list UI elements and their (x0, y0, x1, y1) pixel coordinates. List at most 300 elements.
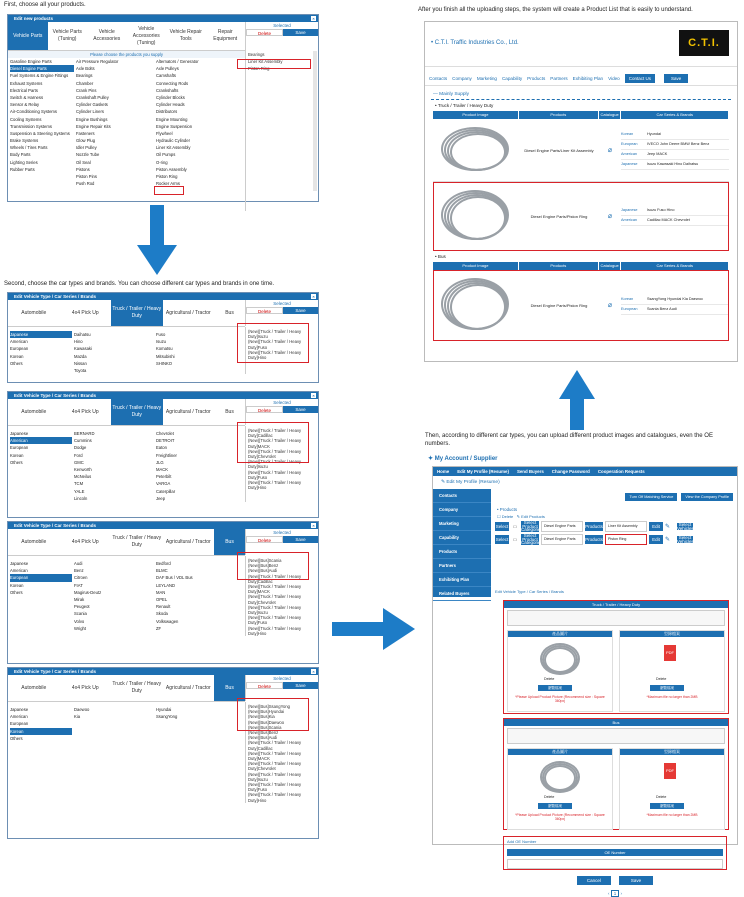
region-item[interactable]: Others (10, 459, 23, 465)
category-item[interactable]: Body Parts (10, 152, 31, 158)
sidebar-item[interactable]: Related Buyers (433, 587, 491, 601)
pagination: ‹ 1 › (607, 891, 622, 896)
vehicle-summary-table (507, 728, 725, 744)
region-item[interactable]: Japanese (10, 707, 29, 712)
browse-button[interactable]: 瀏覽檔案 (650, 803, 684, 809)
nav-change-password[interactable]: Change Password (551, 469, 590, 474)
product-item[interactable]: Crankshaft Pulley (76, 94, 109, 100)
category-field[interactable]: Diesel Engine Parts (541, 534, 583, 545)
brand-item[interactable]: FIAT (74, 582, 83, 588)
region-item[interactable]: Others (10, 735, 23, 741)
brand-item[interactable]: Daewoo (74, 707, 90, 712)
piston-ring-graphic (450, 133, 506, 171)
region-item[interactable]: Japanese (10, 331, 72, 338)
save-button[interactable]: Save (283, 536, 318, 543)
selected-item[interactable]: (New)[Truck / Trailer / Heavy Duty]Isuzu (248, 329, 302, 340)
nav-company[interactable]: Company (452, 75, 472, 81)
checkbox[interactable]: ☐ (513, 537, 517, 542)
add-oe-link[interactable]: Add OE Number (507, 839, 537, 844)
region-label: American (621, 218, 638, 222)
product-field[interactable]: Liner Kit Assembly (605, 521, 647, 532)
brand-item[interactable]: Komatsu (156, 346, 173, 352)
upload-header: 產品圖片 (508, 631, 612, 637)
brand-item[interactable]: YALE (74, 488, 85, 494)
product-item[interactable]: Piston Pins (76, 174, 97, 179)
highlight-selected (237, 698, 309, 731)
brand-item[interactable]: Bedford (156, 561, 171, 566)
tab-automobile[interactable]: Automobile (21, 309, 47, 316)
select-vehicles-button[interactable]: Select Vehicles (677, 534, 694, 544)
product-item[interactable]: Push Rod (76, 181, 95, 187)
nav-capability[interactable]: Capability (501, 75, 523, 81)
product-item[interactable]: Hydraulic Cylinder (156, 138, 190, 144)
selected-item[interactable]: (New)[Truck / Trailer / Heavy Duty]Hino (248, 625, 302, 636)
category-item[interactable]: Switch & Harness (10, 94, 44, 100)
selected-item[interactable]: (New)[Truck / Trailer / Heavy Duty]Cadillac (248, 573, 302, 584)
select-button[interactable]: Select (495, 524, 509, 529)
brand-item[interactable]: JLG (156, 459, 164, 465)
delete-button[interactable]: Delete (246, 406, 283, 413)
brand-item[interactable]: OPEL (156, 596, 168, 602)
edit-products-link[interactable]: Edit Products (521, 514, 545, 519)
product-item[interactable]: Alternators / Generator (156, 59, 199, 64)
category-item[interactable]: Wheels / Tires Parts (10, 145, 48, 151)
brand-item[interactable]: Nissan (74, 360, 87, 366)
selected-item[interactable]: (New)[Truck / Trailer / Heavy Duty]Isuzu (248, 459, 302, 470)
selected-item[interactable]: (New)[Truck / Trailer / Heavy Duty]MACK (248, 438, 302, 449)
product-item[interactable]: Air Pressure Regulator (76, 59, 119, 64)
delete-button[interactable]: Delete (246, 307, 283, 314)
product-item[interactable]: Engine Mounting (156, 116, 188, 122)
sidebar-item[interactable]: Products (433, 545, 491, 559)
select-category-button[interactable]: Select Product Categories (521, 520, 543, 533)
region-item[interactable]: Others (10, 360, 23, 366)
close-icon[interactable]: × (312, 393, 315, 398)
save-button[interactable]: Save (283, 307, 318, 314)
product-item[interactable]: Cylinder Heads (156, 102, 185, 108)
checkbox[interactable]: ☐ (513, 524, 517, 529)
brand-item[interactable]: Toyota (74, 367, 87, 373)
brand-item[interactable]: Dodge (74, 445, 87, 451)
nav-products[interactable]: Products (527, 75, 546, 81)
tab-automobile[interactable]: Automobile (21, 684, 47, 691)
selected-item[interactable]: Piston Ring (248, 66, 270, 71)
brand-item[interactable]: DETROIT (156, 438, 175, 444)
brand-list-2 (154, 331, 236, 374)
product-item[interactable]: Rocker Arms (156, 181, 180, 187)
product-item[interactable]: Crankshafts (156, 87, 179, 93)
sidebar-item[interactable]: Capability (433, 531, 491, 545)
close-icon[interactable]: × (312, 16, 315, 21)
select-category-button[interactable]: Select Product Categories (521, 533, 543, 546)
page-number[interactable]: 1 (611, 890, 620, 897)
brand-item[interactable]: Skoda (156, 611, 168, 617)
brand-item[interactable]: Chevrolet (156, 431, 174, 436)
product-item[interactable]: Fasteners (76, 130, 95, 136)
upload-block (503, 718, 729, 830)
region-item[interactable]: American (10, 437, 72, 444)
brand-item[interactable]: Scania (74, 611, 87, 617)
brand-item[interactable]: Cummins (74, 438, 92, 444)
brand-item[interactable]: Renault (156, 604, 171, 610)
category-item[interactable]: Exhaust Systems (10, 80, 43, 86)
product-item[interactable]: Axle Bolts (76, 66, 95, 72)
product-item[interactable]: Oil Pumps (156, 152, 176, 158)
brand-item[interactable]: Kawasaki (74, 346, 92, 352)
selected-item[interactable]: (New)[Truck / Trailer / Heavy Duty]Fuso (248, 469, 302, 480)
brand-item[interactable]: GMC (74, 459, 84, 465)
region-item[interactable]: Others (10, 589, 23, 595)
product-image (433, 270, 519, 340)
product-item[interactable]: O-ring (156, 159, 168, 165)
product-item[interactable]: Cylinder Gaskets (76, 102, 108, 108)
selected-item[interactable]: (New)[Truck / Trailer / Heavy Duty]Fuso (248, 615, 302, 626)
brand-item[interactable]: BERNARD (74, 431, 95, 436)
selected-item[interactable]: (New)[Truck / Trailer / Heavy Duty]Hino (248, 349, 302, 361)
nav-home[interactable]: Home (437, 469, 450, 474)
selected-item[interactable]: (New)[Truck / Trailer / Heavy Duty]Chevrolet (248, 594, 302, 605)
product-item[interactable]: Piston Assembly (156, 166, 187, 172)
product-field[interactable]: Piston Ring (605, 534, 647, 545)
category-item[interactable]: Electrical Parts (10, 87, 38, 93)
region-item[interactable]: Japanese (10, 561, 29, 566)
tab-agricultural[interactable]: Agricultural / Tractor (165, 408, 211, 415)
category-item[interactable]: Brake Systems (10, 138, 39, 144)
save-button[interactable]: Save (664, 74, 688, 83)
category-field[interactable]: Diesel Engine Parts (541, 521, 583, 532)
brand-item[interactable]: TCM (74, 481, 84, 487)
selected-item[interactable]: (New)[Truck / Trailer / Heavy Duty]Hino (248, 480, 302, 491)
sidebar-item[interactable]: Contacts (433, 489, 491, 503)
selected-item[interactable]: (New)[Truck / Trailer / Heavy Duty]Chevrolet (248, 761, 302, 772)
category-item[interactable]: Suspension & Steering Systems (10, 130, 70, 136)
selected-item[interactable]: (New)[Bus]Benz (248, 563, 279, 569)
nav-edit-profile[interactable]: Edit My Profile (Resume) (457, 469, 509, 474)
products-button[interactable]: Products (585, 537, 603, 542)
brand-item[interactable]: Caterpillar (156, 488, 176, 494)
product-item[interactable]: Liner Kit Assembly (156, 145, 191, 151)
brand-item[interactable]: Wright (74, 625, 87, 631)
category-item[interactable]: Cooling Systems (10, 116, 42, 122)
sidebar-item[interactable]: Marketing (433, 517, 491, 531)
brand-item[interactable]: Peterbilt (156, 474, 172, 480)
selected-item[interactable]: (New)[Bus]Scania (248, 724, 282, 730)
sidebar-item[interactable]: Partners (433, 559, 491, 573)
products-button[interactable]: Products (585, 524, 603, 529)
delete-button[interactable]: Delete (246, 682, 283, 689)
brand-list (72, 560, 154, 636)
product-item[interactable]: Nozzle Tube (76, 152, 100, 158)
selected-item[interactable]: (New)[Truck / Trailer / Heavy Duty]Chevrolet (248, 448, 302, 460)
cancel-button[interactable]: Cancel (577, 876, 611, 885)
vehicle-tabs (8, 300, 245, 327)
save-button[interactable]: Save (283, 682, 318, 689)
close-icon[interactable]: × (312, 294, 315, 299)
selected-item[interactable]: (New)[Bus]Audi (248, 568, 278, 574)
edit-icon[interactable]: ✎ (665, 537, 671, 543)
region-item[interactable]: European (10, 574, 72, 581)
nav-cooperation[interactable]: Cooperation Requests (597, 469, 645, 474)
nav-exhibiting-plan[interactable]: Exhibiting Plan (572, 75, 604, 81)
brand-item[interactable]: VARGA (156, 481, 171, 487)
nav-send-buyers[interactable]: Send Buyers (516, 469, 544, 474)
oe-header: OE Number (507, 849, 723, 856)
brand-item[interactable]: Peugeot (74, 604, 90, 610)
brand-item[interactable]: MAN (156, 589, 166, 595)
selected-item[interactable]: (New)[Truck / Trailer / Heavy Duty]MACK (248, 750, 302, 762)
brand-item[interactable]: Magirus-Deutz (74, 589, 102, 595)
brand-item[interactable]: Kenworth (74, 466, 92, 472)
category-list (8, 58, 74, 187)
tab-bus[interactable]: Bus (225, 408, 234, 415)
brand-item[interactable]: Volkswagen (156, 618, 179, 624)
brand-item[interactable]: Mazda (74, 353, 87, 359)
edit-button[interactable]: Edit (649, 535, 663, 544)
tab-4x4-pickup[interactable]: 4x4 Pick Up (71, 684, 99, 691)
tab-vehicle-accessories[interactable]: Vehicle Accessories (93, 29, 121, 42)
tab-bus[interactable]: Bus (214, 675, 245, 701)
category-item[interactable]: Sensor & Relay (10, 102, 40, 108)
brand-item[interactable]: Benz (74, 568, 84, 574)
selected-item[interactable]: Liner Kit Assembly (248, 59, 283, 64)
selected-item[interactable]: (New)[Truck / Trailer / Heavy Duty]MACK (248, 584, 302, 595)
tab-4x4-pickup[interactable]: 4x4 Pick Up (71, 408, 99, 415)
tab-truck[interactable]: Truck / Trailer / Heavy Duty (111, 300, 163, 326)
edit-button[interactable]: Edit (649, 522, 663, 531)
group-truck: • Truck / Trailer / Heavy Duty (435, 103, 494, 108)
selected-item[interactable]: Bearings (248, 52, 265, 57)
category-item[interactable]: Lighting Series (10, 159, 38, 165)
region-item[interactable]: Korean (10, 452, 24, 458)
select-button[interactable]: Select (495, 537, 509, 542)
upload-note: *Maximum file no larger than 2MB (646, 695, 698, 699)
region-item[interactable]: Korean (10, 353, 24, 359)
arrow-right-icon (332, 622, 384, 636)
delete-link[interactable]: Delete (501, 514, 514, 519)
highlight-selected (237, 323, 309, 363)
upload-block (503, 600, 729, 714)
brand-item[interactable]: BLMC (156, 568, 168, 574)
brand-item[interactable]: LEYLAND (156, 582, 176, 588)
product-item[interactable]: Engine Repair Kits (76, 123, 111, 129)
category-item[interactable]: Transmission Systems (10, 123, 52, 129)
selected-item[interactable]: (New)[Bus]Kia (248, 714, 275, 720)
brand-item[interactable]: Audi (74, 561, 83, 566)
selected-item[interactable]: (New)[Bus]SsangYong (248, 704, 290, 709)
edit-vehicle-link[interactable]: Edit Vehicle Type / Car Series / Brands (495, 589, 564, 594)
nav-video[interactable]: Video (608, 75, 620, 81)
scrollbar[interactable] (313, 51, 317, 191)
product-list (74, 58, 154, 187)
brand-item[interactable]: Lincoln (74, 495, 88, 501)
save-button[interactable]: Save (619, 876, 653, 885)
region-item[interactable]: American (10, 714, 28, 720)
save-button[interactable]: Save (283, 29, 318, 36)
product-item[interactable]: Bearings (76, 73, 93, 79)
product-item[interactable]: Piston Ring (156, 174, 178, 179)
delete-checkbox[interactable]: Delete (656, 795, 667, 799)
product-item[interactable]: Engine Suspension (156, 123, 193, 129)
group-bus: • Bus (435, 254, 446, 259)
delete-checkbox[interactable]: Delete (656, 677, 667, 681)
tab-truck[interactable]: Truck / Trailer / Heavy Duty (112, 681, 162, 694)
product-item[interactable]: Crank Pins (76, 87, 97, 93)
brand-item[interactable]: Mitsubishi (156, 353, 175, 359)
arrow-right-head-icon (383, 608, 415, 650)
brand-item[interactable]: Freightliner (156, 452, 177, 458)
window-title: Edit new products × (8, 15, 318, 22)
brand-item[interactable]: DAF Bus / VDL Bus (156, 575, 193, 581)
brand-item[interactable]: SHINKO (156, 360, 173, 366)
selected-item[interactable]: (New)[Truck / Trailer / Heavy Duty]Cadillac (248, 428, 302, 439)
brand-item[interactable]: Daihatsu (74, 332, 91, 337)
category-item[interactable]: Diesel Engine Parts (10, 65, 74, 72)
browse-button[interactable]: 瀏覽檔案 (650, 685, 684, 691)
selected-item[interactable]: (New)[Truck / Trailer / Heavy Duty]Isuzu (248, 771, 302, 782)
brand-item[interactable]: Hyundai (156, 707, 172, 712)
tab-vehicle-parts-tuning[interactable]: Vehicle Parts (Tuning) (52, 29, 82, 42)
product-item[interactable]: Oil Seal (76, 159, 91, 165)
brand-item[interactable]: Jeep (156, 495, 166, 501)
product-item[interactable]: Cylinder Liners (76, 109, 104, 115)
turn-off-matching-button[interactable]: Turn Off Matching Service (625, 493, 677, 501)
close-icon[interactable]: × (312, 523, 315, 528)
delete-checkbox[interactable]: Delete (544, 795, 555, 799)
product-item[interactable]: Axle Pulleys (156, 66, 179, 72)
table-row (433, 182, 729, 251)
delete-button[interactable]: Delete (246, 536, 283, 543)
brand-names: Isuzu Kawasaki Hino Daihatsu (647, 162, 699, 166)
product-list-2 (154, 58, 236, 187)
selected-item[interactable]: (New)[Bus]Scania (248, 558, 282, 563)
browse-button[interactable]: 瀏覽檔案 (538, 803, 572, 809)
category-item[interactable]: Rubber Parts (10, 166, 35, 172)
selected-item[interactable]: (New)[Truck / Trailer / Heavy Duty]Fuso (248, 782, 302, 793)
selected-item[interactable]: (New)[Truck / Trailer / Heavy Duty]Hino (248, 792, 302, 803)
brand-item[interactable]: Mirak (74, 596, 85, 602)
delete-button[interactable]: Delete (246, 29, 283, 36)
tab-agricultural[interactable]: Agricultural / Tractor (165, 684, 211, 691)
brand-item[interactable]: Hino (74, 339, 83, 345)
brand-item[interactable]: ZF (156, 625, 162, 631)
brand-item[interactable]: Isuzu (156, 339, 167, 345)
delete-checkbox[interactable]: Delete (544, 677, 555, 681)
tab-agricultural[interactable]: Agricultural / Tractor (165, 538, 211, 545)
product-item[interactable]: Idler Pulley (76, 145, 97, 151)
arrow-up-head-icon (559, 370, 595, 399)
oe-input[interactable] (507, 859, 723, 869)
region-item[interactable]: Korean (10, 582, 24, 588)
nav-partners[interactable]: Partners (550, 75, 568, 81)
tab-repair-equipment[interactable]: Repair Equipment (213, 29, 238, 42)
product-item[interactable]: Glow Plug (76, 138, 96, 144)
brand-item[interactable]: Citroen (74, 575, 88, 581)
product-item[interactable]: Cylinder Blocks (156, 94, 185, 100)
product-item[interactable]: Chamber (76, 80, 94, 86)
region-item[interactable]: American (10, 339, 28, 345)
selected-panel (245, 22, 318, 51)
selected-item[interactable]: (New)[Bus]Hyundai (248, 709, 285, 715)
selected-item[interactable]: (New)[Bus]Benz (248, 730, 279, 736)
category-item[interactable]: Fuel Systems & Engine Fittings (10, 73, 69, 79)
table-header: Products (519, 262, 599, 270)
tab-truck[interactable]: Truck / Trailer / Heavy Duty (111, 399, 163, 425)
region-item[interactable]: Korean (10, 728, 72, 735)
brand-item[interactable]: SsangYong (156, 714, 178, 720)
window-title: Edit Vehicle Type / Car Series / Brands × (8, 522, 318, 529)
brand-names: Scania Benz Audi (647, 307, 677, 311)
product-item[interactable]: Flywheel (156, 130, 173, 136)
brand-item[interactable]: Fuso (156, 332, 166, 337)
edit-icon[interactable]: ✎ (665, 524, 671, 530)
view-company-profile-button[interactable]: View the Company Profile (681, 493, 733, 501)
region-item[interactable]: American (10, 568, 28, 574)
brand-item[interactable]: McNeilus (74, 474, 92, 480)
product-item[interactable]: Connecting Rods (156, 80, 189, 86)
select-vehicles-button[interactable]: Select Vehicles (677, 521, 694, 531)
tab-automobile[interactable]: Automobile (21, 538, 47, 545)
tab-automobile[interactable]: Automobile (21, 408, 47, 415)
nav-marketing[interactable]: Marketing (476, 75, 497, 81)
tab-agricultural[interactable]: Agricultural / Tractor (165, 309, 211, 316)
tab-4x4-pickup[interactable]: 4x4 Pick Up (71, 538, 99, 545)
product-item[interactable]: Engine Bushings (76, 116, 108, 122)
brand-list-2 (154, 706, 236, 803)
tab-bus[interactable]: Bus (214, 529, 245, 555)
tab-4x4-pickup[interactable]: 4x4 Pick Up (71, 309, 99, 316)
table-header: Product Image (433, 111, 519, 119)
region-item[interactable]: European (10, 346, 29, 352)
selected-item[interactable]: (New)[Truck / Trailer / Heavy Duty]Isuzu (248, 604, 302, 616)
tab-bus[interactable]: Bus (225, 309, 234, 316)
save-button[interactable]: Save (283, 406, 318, 413)
paperclip-icon[interactable]: ⌀ (607, 302, 613, 309)
brand-item[interactable]: Eaton (156, 445, 167, 451)
product-item[interactable]: Distributors (156, 109, 178, 115)
region-item[interactable]: European (10, 721, 29, 727)
brand-item[interactable]: Kia (74, 714, 81, 720)
selected-item[interactable]: (New)[Truck / Trailer / Heavy Duty]Cadillac (248, 740, 302, 751)
region-item[interactable]: Japanese (10, 431, 29, 436)
brand-item[interactable]: Ford (74, 452, 83, 458)
browse-button[interactable]: 瀏覽檔案 (538, 685, 572, 691)
paperclip-icon[interactable]: ⌀ (607, 213, 613, 220)
region-item[interactable]: European (10, 445, 29, 451)
brand-item[interactable]: MACK (156, 466, 169, 472)
selected-item[interactable]: (New)[Truck / Trailer / Heavy Duty]Fuso (248, 339, 302, 350)
product-item[interactable]: Camshafts (156, 73, 177, 79)
nav-contacts[interactable]: Contacts (429, 75, 448, 81)
sidebar-item[interactable]: Exhibiting Plan (433, 573, 491, 587)
selected-item[interactable]: (New)[Bus]Daewoo (248, 719, 285, 725)
sidebar-item[interactable]: Company (433, 503, 491, 517)
selected-item[interactable]: (New)[Bus]Audi (248, 735, 278, 741)
brand-item[interactable]: Volvo (74, 618, 85, 624)
category-item[interactable]: Air-Conditioning Systems (10, 109, 58, 115)
category-item[interactable]: Gasoline Engine Parts (10, 59, 52, 64)
brand-names: SsangYong Hyundai Kia Daewoo (647, 297, 703, 301)
paperclip-icon[interactable]: ⌀ (607, 147, 613, 154)
product-item[interactable]: Pistons (76, 166, 90, 172)
brand-list (72, 331, 154, 374)
close-icon[interactable]: × (312, 669, 315, 674)
tab-truck[interactable]: Truck / Trailer / Heavy Duty (112, 535, 162, 548)
tab-vehicle-accessories-tuning[interactable]: Vehicle Accessories (Tuning) (132, 25, 160, 46)
tab-vehicle-parts[interactable]: Vehicle Parts (8, 22, 48, 50)
company-name: • C.T.I. Traffic Industries Co., Ltd. (431, 40, 519, 46)
tab-vehicle-repair-tools[interactable]: Vehicle Repair Tools (169, 29, 202, 42)
contact-us-button[interactable]: Contact Us (625, 74, 655, 83)
